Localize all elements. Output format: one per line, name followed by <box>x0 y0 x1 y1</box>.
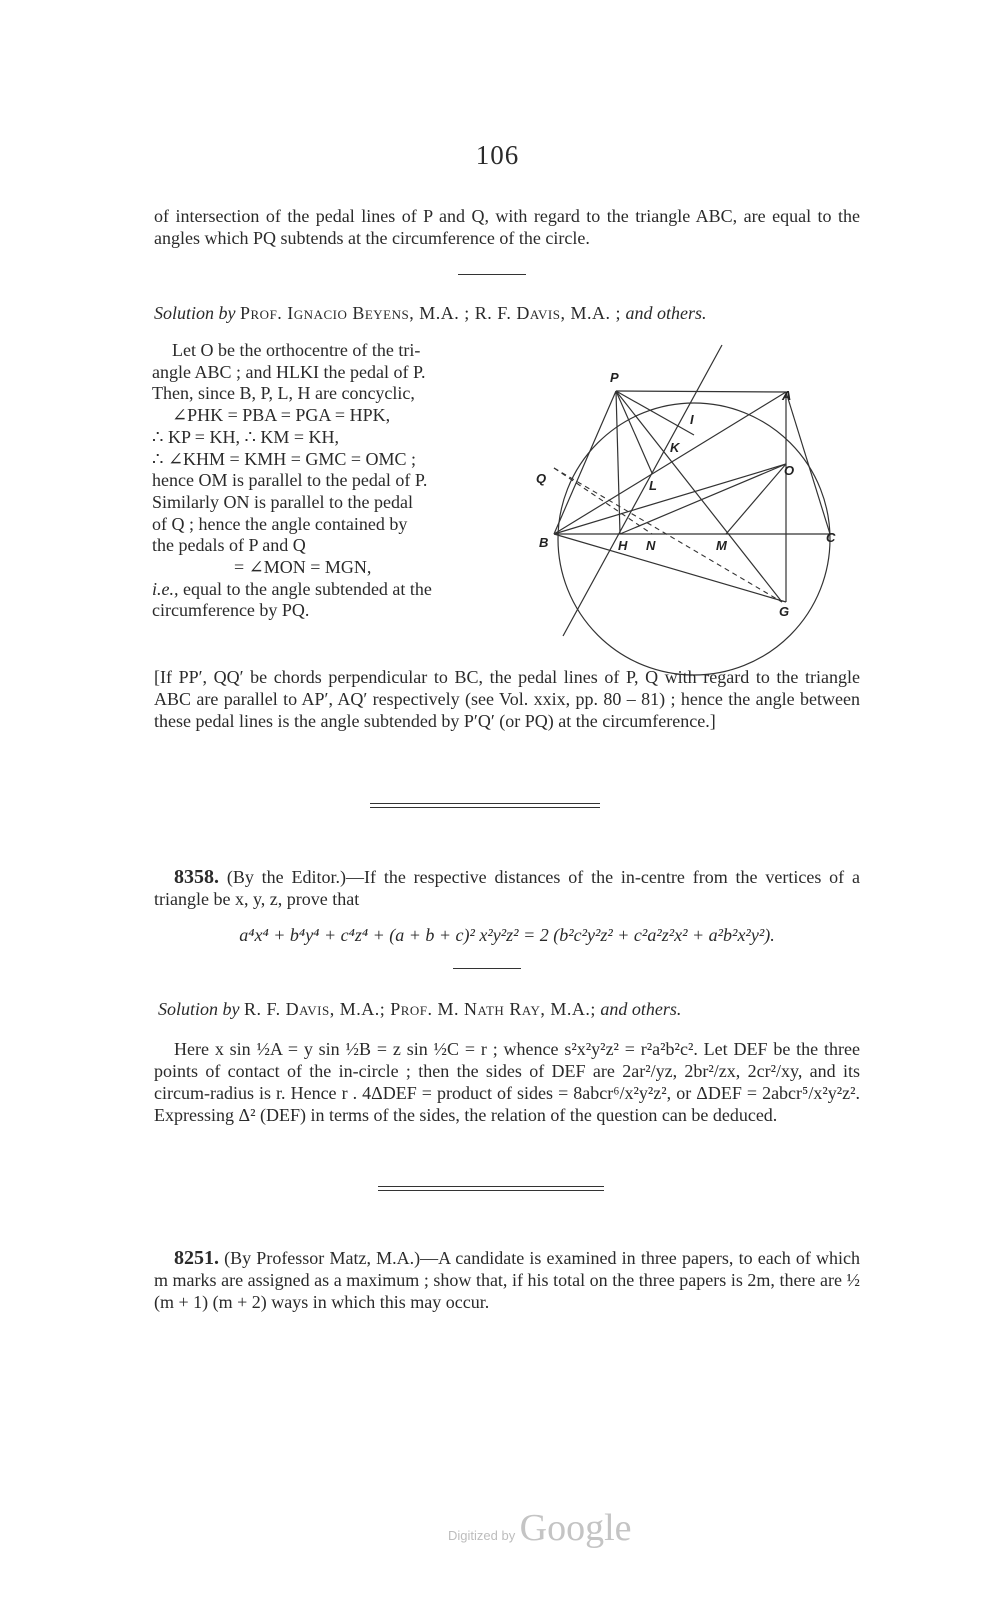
label-G: G <box>779 604 790 619</box>
digitized-by-text: Digitized by <box>448 1528 516 1543</box>
line-HO <box>620 464 786 534</box>
intro-paragraph: of intersection of the pedal lines of P and Q, with regard to the triangle ABC, are equal to the angles which PQ subtends at the circumference of the circle. <box>154 206 860 248</box>
problem-8251 <box>154 1247 860 1313</box>
problem-8358 <box>154 866 860 910</box>
label-H: H <box>618 538 628 553</box>
problem-number: 8358. <box>174 866 219 888</box>
section-divider-short <box>453 968 521 969</box>
body-line: of Q ; hence the angle contained by <box>152 513 408 534</box>
solution-1-body <box>152 340 524 622</box>
body-line: the pedals of P and Q <box>152 535 306 556</box>
section-divider-double <box>370 803 600 808</box>
label-C: C <box>826 530 836 545</box>
line-PB <box>554 391 616 534</box>
line-PL <box>616 391 652 473</box>
problem-number: 8251. <box>174 1247 219 1269</box>
solution-authors: R. F. Davis, M.A.; Prof. M. Nath Ray, M.A.; <box>244 999 596 1019</box>
label-A: A <box>782 388 792 403</box>
problem-text: (By Professor Matz, M.A.)—A candidate is examined in three papers, to each of which m marks are assigned as a maximum ; show that, if his total on the three papers is 2m, there are ½ (m + 1) (m + 2) ways in which this may occur. <box>154 1248 860 1312</box>
body-line: Similarly ON is parallel to the pedal <box>152 491 413 512</box>
digitized-watermark <box>448 1506 632 1550</box>
equation-line: ∴ ∠KHM = KMH = GMC = OMC ; <box>152 448 417 469</box>
solution-suffix: and others. <box>625 303 707 323</box>
equation-line: = ∠MON = MGN, <box>234 557 372 578</box>
ie-abbrev: i.e., <box>152 578 179 599</box>
label-M: M <box>716 538 727 553</box>
line-OM <box>726 464 786 534</box>
solution-credit-1 <box>154 302 860 324</box>
solution-credit-2 <box>158 998 864 1020</box>
line-BG <box>554 534 786 602</box>
body-text: equal to the angle subtended at the <box>183 578 432 599</box>
google-logo: Google <box>519 1507 632 1549</box>
label-B: B <box>539 535 549 550</box>
label-O: O <box>784 463 795 478</box>
circumcircle <box>558 403 830 675</box>
line-PH <box>616 391 620 534</box>
solution-authors: Prof. Ignacio Beyens, M.A. ; R. F. Davis, M.A. ; <box>240 303 621 323</box>
label-Q: Q <box>536 471 547 486</box>
bracket-note: [If PP′, QQ′ be chords perpendicular to BC, the pedal lines of P, Q with regard to the triangle ABC are parallel to AP′, AQ′ respectively (see Vol. xxix, pp. 80 – 81) ; hence the angle between these pedal lines is the angle subtended by P′Q′ (or PQ) at the circumference.] <box>154 667 860 731</box>
problem-text: (By the Editor.)—If the respective distances of the in-centre from the vertices of a triangle be x, y, z, prove that <box>154 867 860 909</box>
body-line: Then, since B, P, L, H are concyclic, <box>152 383 415 404</box>
label-I: I <box>690 412 694 427</box>
page-number: 106 <box>475 140 520 170</box>
body-line: Let O be the orthocentre of the tri- <box>172 340 421 360</box>
line-BO <box>554 464 786 534</box>
body-line: circumference by PQ. <box>152 600 310 621</box>
solution-prefix: Solution by <box>154 303 236 323</box>
label-N: N <box>646 538 656 553</box>
label-L: L <box>649 478 657 493</box>
equation-line: ∠PHK = PBA = PGA = HPK, <box>172 405 391 426</box>
body-line <box>152 579 524 601</box>
section-divider-short <box>458 274 526 275</box>
dashed-QG <box>554 468 782 602</box>
line-PG <box>616 391 782 602</box>
solution-2-body: Here x sin ½A = y sin ½B = z sin ½C = r ; whence s²x²y²z² = r²a²b²c². Let DEF be the three points of contact of the in-circle ; then the sides of DEF are 2ar²/yz, 2br²/zx, 2cr²/xy, and its circum-radius is r. Hence r . 4ΔDEF = product of sides = 8abcr⁶/x²y²z², or ΔDEF = 2abcr⁵/x²y²z². Expressing Δ² (DEF) in terms of the sides, the relation of the question can be deduced. <box>154 1039 860 1125</box>
solution-prefix: Solution by <box>158 999 240 1019</box>
body-line: angle ABC ; and HLKI the pedal of P. <box>152 361 426 382</box>
solution-suffix: and others. <box>600 999 682 1019</box>
equation-line: ∴ KP = KH, ∴ KM = KH, <box>152 426 340 447</box>
label-P: P <box>610 370 619 385</box>
geometry-figure <box>536 340 848 650</box>
body-line: hence OM is parallel to the pedal of P. <box>152 470 428 491</box>
line-PA <box>616 391 786 392</box>
label-K: K <box>670 440 680 455</box>
line-PI <box>616 391 694 435</box>
section-divider-double <box>378 1186 604 1191</box>
problem-equation: a⁴x⁴ + b⁴y⁴ + c⁴z⁴ + (a + b + c)² x²y²z² = 2 (b²c²y²z² + c²a²z²x² + a²b²x²y²). <box>239 925 775 945</box>
